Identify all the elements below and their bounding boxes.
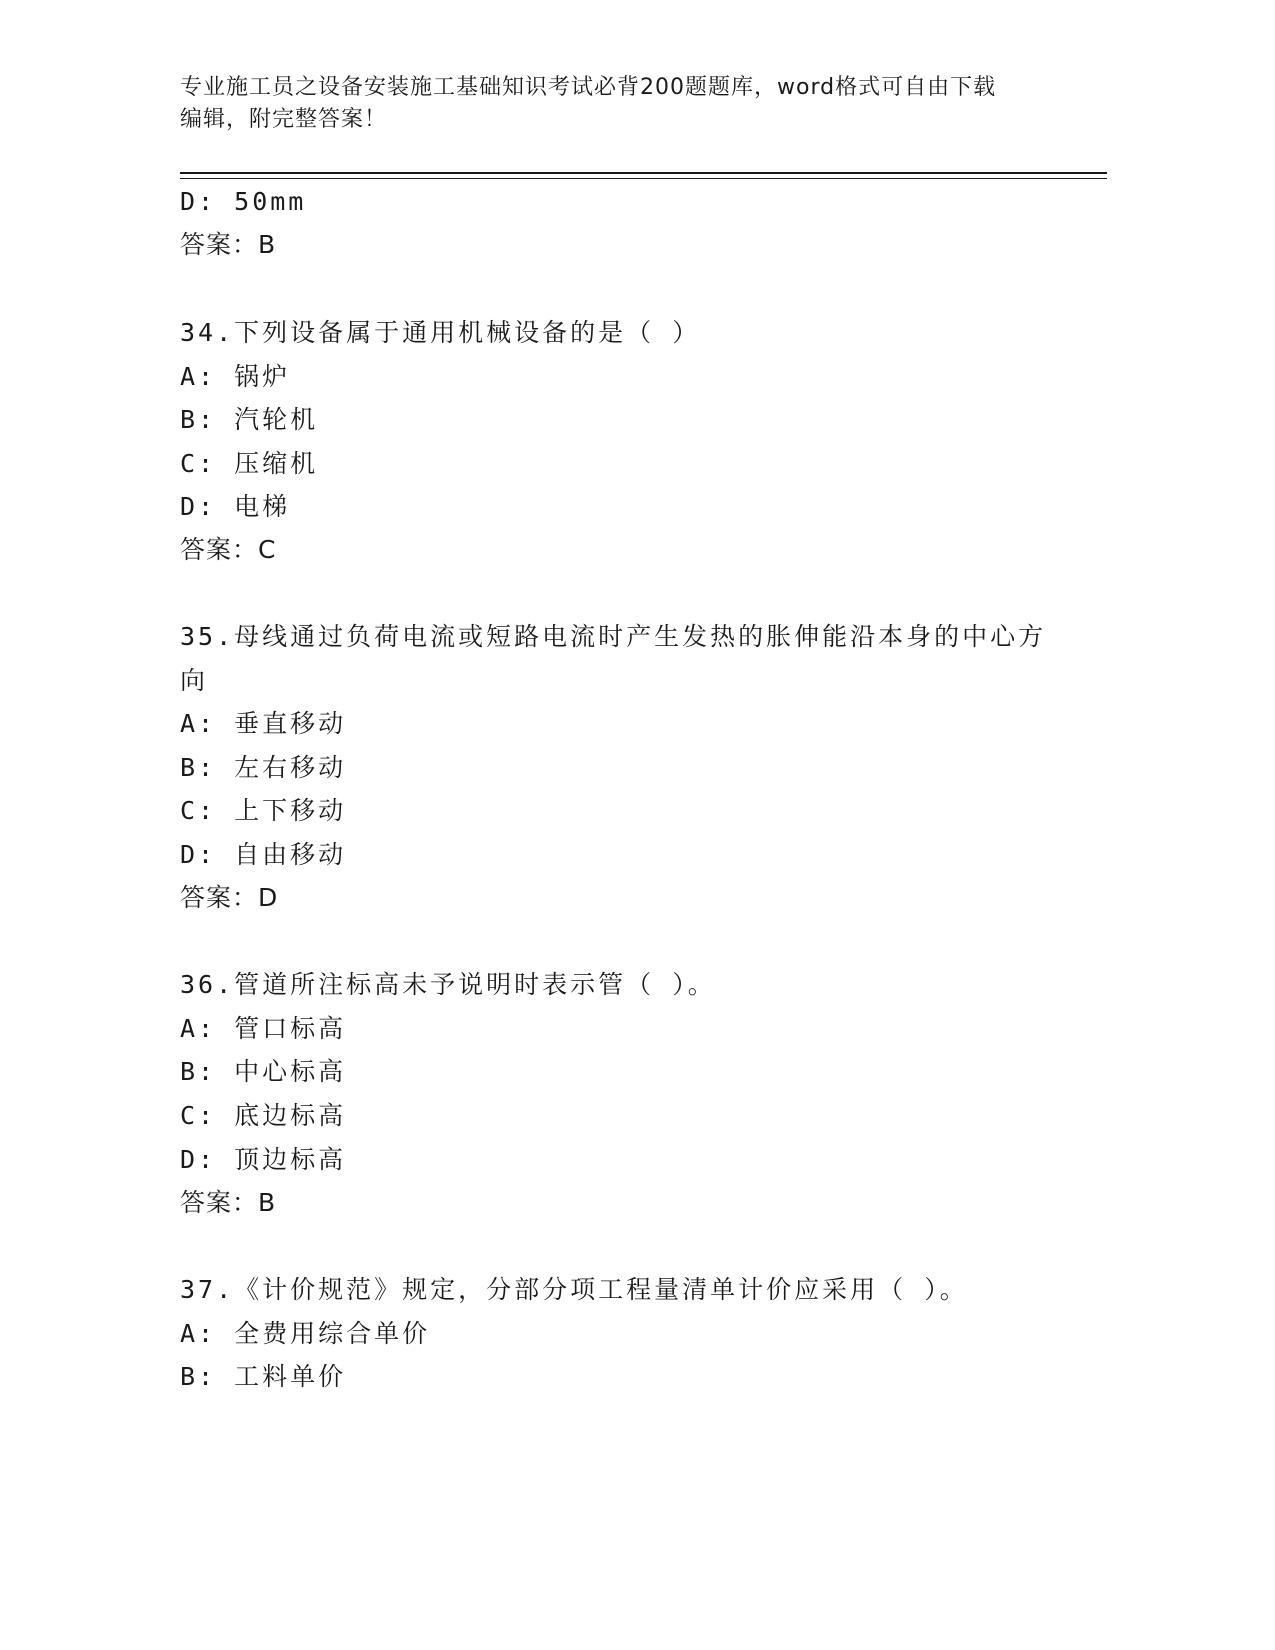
q34-answer: 答案：C [180, 535, 277, 564]
q35-option-a: A: 垂直移动 [180, 709, 347, 738]
q34-option-a: A: 锅炉 [180, 362, 291, 391]
header-line-1: 专业施工员之设备安装施工基础知识考试必背200题题库，word格式可自由下载 [180, 75, 997, 100]
q34-option-c: C: 压缩机 [180, 449, 319, 478]
q36-answer: 答案：B [180, 1188, 277, 1217]
q34-option-b: B: 汽轮机 [180, 405, 319, 434]
q35-option-d: D: 自由移动 [180, 840, 347, 869]
document-header [180, 72, 1060, 136]
q34-stem: 34.下列设备属于通用机械设备的是（ ） [180, 318, 701, 347]
q35-stem-line-2: 向 [180, 666, 209, 695]
header-divider-thin [180, 178, 1107, 179]
q35-option-c: C: 上下移动 [180, 796, 347, 825]
q35-stem-line-1: 35.母线通过负荷电流或短路电流时产生发热的胀伸能沿本身的中心方 [180, 622, 1047, 651]
q35-option-b: B: 左右移动 [180, 753, 347, 782]
header-divider-thick [180, 172, 1107, 174]
q36-option-a: A: 管口标高 [180, 1014, 347, 1043]
header-line-2: 编辑，附完整答案！ [180, 107, 388, 132]
q33-option-d: D: 50mm [180, 187, 307, 216]
q35-answer: 答案：D [180, 883, 279, 912]
q36-stem: 36.管道所注标高未予说明时表示管（ ）。 [180, 970, 716, 999]
q37-stem: 37.《计价规范》规定，分部分项工程量清单计价应采用（ ）。 [180, 1275, 968, 1304]
q36-option-c: C: 底边标高 [180, 1101, 347, 1130]
q37-option-b: B: 工料单价 [180, 1362, 347, 1391]
q36-option-b: B: 中心标高 [180, 1057, 347, 1086]
q34-option-d: D: 电梯 [180, 492, 291, 521]
q36-option-d: D: 顶边标高 [180, 1145, 347, 1174]
q33-answer: 答案：B [180, 230, 277, 259]
q37-option-a: A: 全费用综合单价 [180, 1319, 431, 1348]
